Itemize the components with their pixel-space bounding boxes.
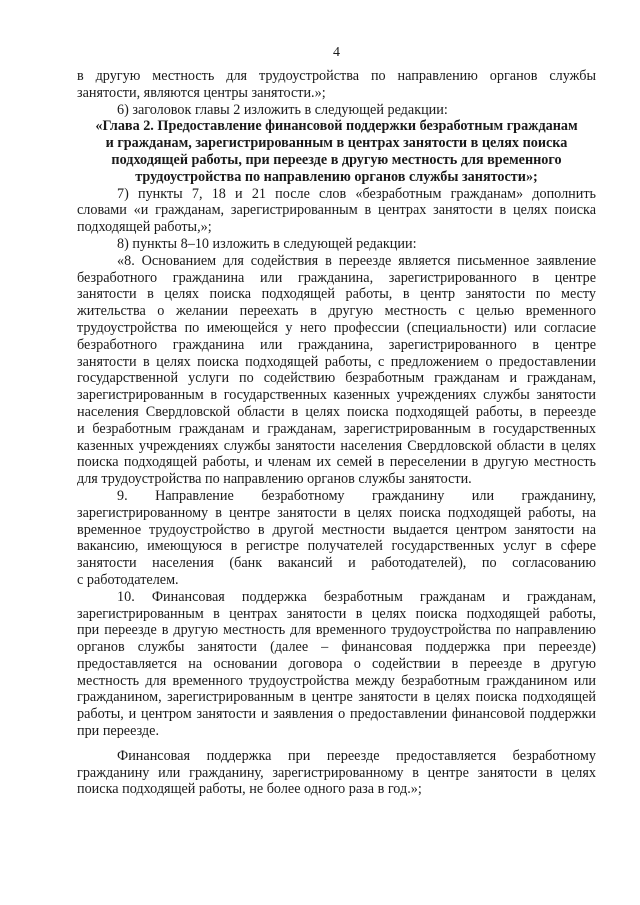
text-line: 10. Финансовая поддержка безработным гражданам и гражданам, (117, 588, 596, 605)
page-number: 4 (333, 45, 340, 60)
text-line: казенных учреждениях службы занятости населения Свердловской области в целях (77, 437, 596, 454)
chapter-heading-line: подходящей работы, при переезде в другую местность для временного (111, 151, 562, 168)
text-line: зарегистрированному в центре занятости в целях поиска подходящей работы, на (77, 504, 596, 521)
text-line: гражданину или гражданину, зарегистрированному в центре занятости в целях (77, 764, 596, 781)
text-line: безработного гражданина или гражданина, зарегистрированного в центре (77, 336, 596, 353)
text-line: 7) пункты 7, 18 и 21 после слов «безработным гражданам» дополнить (117, 185, 596, 202)
text-line: подходящей работы,»; (77, 219, 212, 236)
text-line: зарегистрированным в центрах занятости в целях поиска подходящей работы, (77, 605, 596, 622)
text-line: при переезде в другую местность для временного трудоустройства по направлению (77, 622, 596, 639)
text-line: с работодателем. (77, 571, 179, 588)
chapter-heading-line: трудоустройства по направлению органов службы занятости»; (135, 168, 538, 185)
text-line: органов службы занятости (далее – финансовая поддержка при переезде) (77, 639, 596, 656)
text-line: при переезде. (77, 723, 159, 740)
text-line: 9. Направление безработному гражданину или гражданину, (117, 487, 596, 504)
text-line: населения Свердловской области в целях поиска подходящей работы, в переезде (77, 403, 596, 420)
text-line: временное трудоустройство в другой местности выдается центром занятости на (77, 521, 596, 538)
text-line: предоставляется на основании договора о содействии в переезде в другую (77, 655, 596, 672)
text-line: и безработным гражданам и гражданам, зарегистрированным в государственных (77, 420, 596, 437)
text-line: поиска подходящей работы, не более одного раза в год.»; (77, 781, 422, 798)
text-line: «8. Основанием для содействия в переезде является письменное заявление (117, 252, 596, 269)
text-line: занятости населения (банк вакансий и работодателей), по согласованию (77, 555, 596, 572)
text-line: занятости в целях поиска подходящей работы, с предложением о предоставлении (77, 353, 596, 370)
text-line: вакансию, имеющуюся в регистре получателей государственных услуг в сфере (77, 538, 596, 555)
text-line: государственной услуги по содействию безработным гражданам и гражданам, (77, 370, 596, 387)
chapter-heading-line: и гражданам, зарегистрированным в центрах занятости в целях поиска (105, 135, 568, 152)
text-line: местность для временного трудоустройства между безработным гражданином или (77, 672, 596, 689)
text-line: работы, и центром занятости и заявления о предоставлении финансовой поддержки (77, 706, 596, 723)
text-line: занятости, являются центры занятости.»; (77, 84, 326, 101)
text-line: трудоустройства по имеющейся у него профессии (специальности) или согласие (77, 319, 596, 336)
text-line: занятости в целях поиска подходящей работы, в центр занятости по месту (77, 286, 596, 303)
text-line: зарегистрированным в государственных казенных учреждениях службы занятости (77, 387, 596, 404)
text-line: гражданином, зарегистрированным в центре занятости в целях поиска подходящей (77, 689, 596, 706)
text-line: безработного гражданина или гражданина, зарегистрированного в центре (77, 269, 596, 286)
text-line: Финансовая поддержка при переезде предоставляется безработному (117, 747, 596, 764)
chapter-heading-line: «Глава 2. Предоставление финансовой поддержки безработным гражданам (95, 118, 578, 135)
text-line: в другую местность для трудоустройства по направлению органов службы (77, 68, 596, 84)
text-line: словами «и гражданам, зарегистрированным в центрах занятости в целях поиска (77, 202, 596, 219)
text-line: 8) пункты 8–10 изложить в следующей редакции: (117, 235, 417, 252)
text-line: поиска подходящей работы, и членам их семей в переселении в другую местность (77, 454, 596, 471)
text-line: жительства о желании переехать в другую местность с целью временного (77, 303, 596, 320)
text-line: для трудоустройства по направлению органов службы занятости. (77, 471, 472, 488)
text-line: 6) заголовок главы 2 изложить в следующей редакции: (117, 101, 448, 118)
